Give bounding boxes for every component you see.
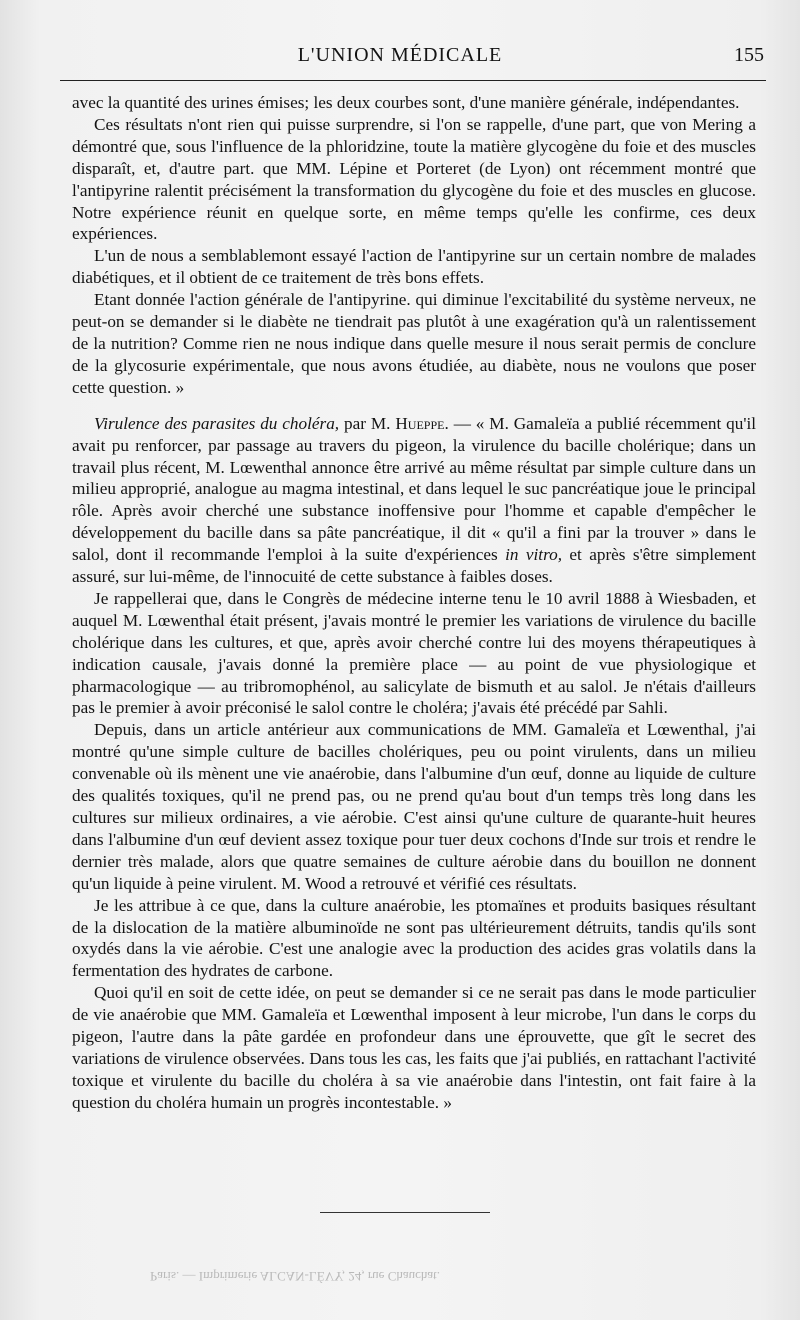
end-rule (320, 1212, 490, 1213)
paragraph-ptomaines: Je les attribue à ce que, dans la culture anaérobie, les ptomaïnes et produits basiques résultant de la dislocation de la matière albuminoïde ne sont pas ultérieurement détruits, tandis qu'ils sont oxydés dans la vie aérobie. C'est une analogie avec la production des acides gras volatils dans la fermentation des hydrates de carbone. (72, 895, 756, 981)
page-number: 155 (734, 44, 764, 66)
author-prefix: par M. (344, 413, 391, 433)
article-body (72, 92, 756, 1114)
section-title: Virulence des parasites du choléra, (94, 413, 340, 433)
running-header (0, 44, 800, 74)
paragraph-virulence-section (72, 413, 756, 588)
journal-title: L'UNION MÉDICALE (297, 44, 503, 66)
paragraph-diabetes-question: Etant donnée l'action générale de l'antipyrine. qui diminue l'excitabilité du système nerveux, ne peut-on se demander si le diabète ne tiendrait pas plutôt à une exagération qu'à un ralentissement de la nutrition? Comme rien ne nous indique dans quelle mesure il nous serait permis de conclure de la glycosurie expérimentale, que nous avons étudiée, au diabète, nous ne voulons que poser cette question. » (72, 290, 756, 397)
paragraph-antipyrine-trial: L'un de nous a semblablemont essayé l'action de l'antipyrine sur un certain nombre de malades diabétiques, et il obtient de ce traitement de très bons effets. (72, 246, 756, 288)
author-name: Hueppe. (395, 413, 449, 433)
paragraph-anaerobic-culture: Depuis, dans un article antérieur aux communications de MM. Gamaleïa et Lœwenthal, j'ai montré qu'une simple culture de bacilles cholériques, peu ou point virulents, dans un milieu convenable où ils mènent une vie anaérobie, dans l'albumine d'un œuf, donne au liquide de culture des qualités toxiques, qu'il ne prend pas, ou ne prend qu'au bout d'un temps très long dans les cultures sur milieux ordinaires, a vie aérobie. C'est ainsi qu'une culture de quarante-huit heures dans l'albumine d'un œuf devient assez toxique pour tuer deux cochons d'Inde sur trois et rendre le dernier très malade, alors que quatre semaines de culture aérobie dans du bouillon ne donnent qu'un liquide à peine virulent. M. Wood a retrouvé et vérifié ces résultats. (72, 720, 756, 893)
bleed-through-text: Paris. — Imprimerie ALCAN-LÉVY, 24, rue Chauchat. (150, 1269, 441, 1284)
paragraph-wiesbaden: Je rappellerai que, dans le Congrès de médecine interne tenu le 10 avril 1888 à Wiesbaden, et auquel M. Lœwenthal était présent, j'avais montré le premier les variations de virulence du bacille cholérique dans les cultures, et que, après avoir cherché contre lui des moyens thérapeutiques à indication causale, j'avais donné la première place — au point de vue physiologique et pharmacologique — au tribromophénol, au salicylate de bismuth et au salol. Je n'étais d'ailleurs pas le premier à avoir préconisé le salol contre le choléra; j'avais été précédé par Sahli. (72, 588, 756, 718)
paragraph-conclusion: Quoi qu'il en soit de cette idée, on peut se demander si ce ne serait pas dans le mode particulier de vie anaérobie que MM. Gamaleïa et Lœwenthal imposent à leur microbe, l'un dans le corps du pigeon, l'autre dans la pâte gardée en profondeur dans une éprouvette, que gît le secret des variations de virulence observées. Dans tous les cas, les faits que j'ai publiés, en rattachant l'activité toxique et virulente du bacille du choléra à sa vie anaérobie dans l'intestin, ont fait faire à la question du choléra humain un progrès incontestable. » (72, 983, 756, 1112)
in-vitro-phrase: in vitro, (505, 545, 563, 565)
paragraph-continuation: avec la quantité des urines émises; les deux courbes sont, d'une manière générale, indépendantes. (72, 93, 740, 112)
section-text: — « M. Gamaleïa a publié récemment qu'il avait pu renforcer, par passage au travers du pigeon, la virulence du bacille cholérique; dans un travail plus récent, M. Lœwenthal annonce être arrivé au même résultat par simple culture dans un milieu approprié, analogue au magma intestinal, et dans lequel le suc pancréatique joue le principal rôle. Après avoir cherché une substance inoffensive pour l'homme et capable d'empêcher le développement du bacille dans sa pâte pancréatique, il dit « qu'il a fini par la trouver » dans le salol, dont il recommande l'emploi à la suite d'expériences (72, 413, 757, 565)
section-text-end: et après s'être simplement assuré, sur lui-même, de l'innocuité de cette substance à faibles doses. (72, 545, 757, 587)
header-rule (60, 80, 766, 81)
paragraph-results: Ces résultats n'ont rien qui puisse surprendre, si l'on se rappelle, d'une part, que von Mering a démontré que, sous l'influence de la phloridzine, toute la matière glycogène du foie et des muscles disparaît, et, d'autre part. que MM. Lépine et Porteret (de Lyon) ont récemment montré que l'antipyrine ralentit précisément la transformation du glycogène du foie et des muscles en glucose. Notre expérience réunit en quelque sorte, en même temps qu'elle les confirme, ces deux expériences. (72, 114, 756, 244)
